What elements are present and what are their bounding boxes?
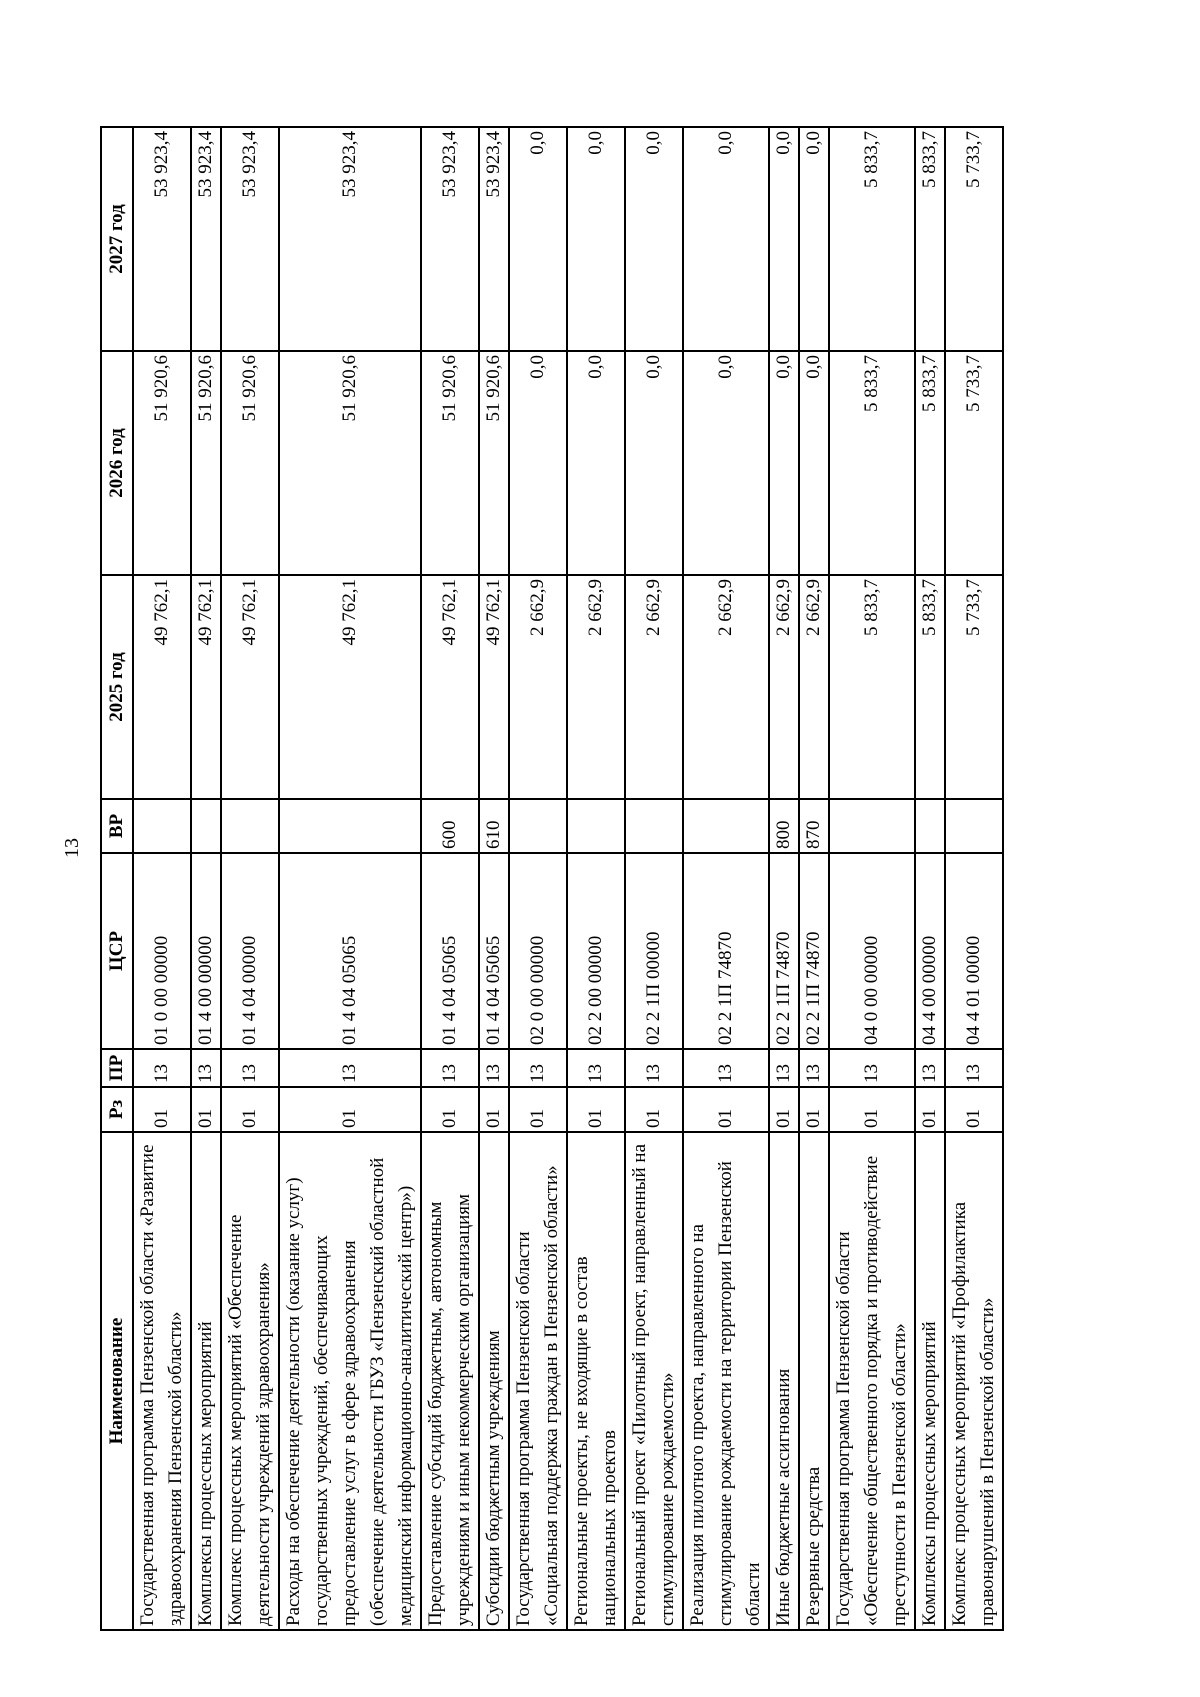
row-2026: 0,0 bbox=[799, 351, 829, 575]
row-vr: 800 bbox=[769, 799, 799, 853]
row-vr bbox=[829, 799, 915, 853]
row-rz: 01 bbox=[915, 1087, 945, 1132]
row-2027: 0,0 bbox=[567, 127, 625, 351]
row-rz: 01 bbox=[945, 1087, 1003, 1132]
table-row bbox=[915, 127, 945, 1630]
row-csr: 02 2 1П 74870 bbox=[683, 853, 769, 1049]
row-csr: 01 4 04 05065 bbox=[421, 853, 479, 1049]
row-2025: 5 733,7 bbox=[945, 575, 1003, 799]
row-2026: 5 833,7 bbox=[829, 351, 915, 575]
row-2025: 5 833,7 bbox=[829, 575, 915, 799]
row-vr bbox=[509, 799, 567, 853]
row-pr: 13 bbox=[421, 1049, 479, 1087]
row-name: Субсидии бюджетным учреждениям bbox=[479, 1132, 509, 1630]
row-pr: 13 bbox=[479, 1049, 509, 1087]
budget-table bbox=[100, 126, 1004, 1631]
row-rz: 01 bbox=[799, 1087, 829, 1132]
row-2027: 0,0 bbox=[799, 127, 829, 351]
row-2026: 5 833,7 bbox=[915, 351, 945, 575]
row-2027: 53 923,4 bbox=[221, 127, 279, 351]
row-2025: 49 762,1 bbox=[279, 575, 421, 799]
row-vr bbox=[221, 799, 279, 853]
row-name: Комплекс процессных мероприятий «Профилактика правонарушений в Пензенской области» bbox=[945, 1132, 1003, 1630]
row-vr bbox=[191, 799, 221, 853]
row-csr: 02 0 00 00000 bbox=[509, 853, 567, 1049]
row-csr: 04 0 00 00000 bbox=[829, 853, 915, 1049]
row-2026: 0,0 bbox=[509, 351, 567, 575]
row-2025: 49 762,1 bbox=[479, 575, 509, 799]
row-2027: 53 923,4 bbox=[191, 127, 221, 351]
row-rz: 01 bbox=[421, 1087, 479, 1132]
table-row bbox=[421, 127, 479, 1630]
row-rz: 01 bbox=[567, 1087, 625, 1132]
row-2026: 0,0 bbox=[625, 351, 683, 575]
row-2027: 53 923,4 bbox=[133, 127, 191, 351]
row-name: Государственная программа Пензенской области «Обеспечение общественного порядка и противодействие преступности в Пензенской области» bbox=[829, 1132, 915, 1630]
row-csr: 01 4 04 05065 bbox=[479, 853, 509, 1049]
row-2027: 0,0 bbox=[683, 127, 769, 351]
header-vr: ВР bbox=[101, 799, 133, 853]
table-row bbox=[509, 127, 567, 1630]
table-row bbox=[799, 127, 829, 1630]
header-name: Наименование bbox=[101, 1132, 133, 1630]
row-2026: 51 920,6 bbox=[221, 351, 279, 575]
row-name: Региональный проект «Пилотный проект, направленный на стимулирование рождаемости» bbox=[625, 1132, 683, 1630]
row-pr: 13 bbox=[133, 1049, 191, 1087]
row-csr: 02 2 1П 74870 bbox=[799, 853, 829, 1049]
row-2027: 5 833,7 bbox=[915, 127, 945, 351]
row-2025: 2 662,9 bbox=[683, 575, 769, 799]
row-rz: 01 bbox=[191, 1087, 221, 1132]
row-csr: 01 4 00 00000 bbox=[191, 853, 221, 1049]
row-2025: 49 762,1 bbox=[191, 575, 221, 799]
row-vr bbox=[915, 799, 945, 853]
table-row bbox=[479, 127, 509, 1630]
row-2026: 0,0 bbox=[567, 351, 625, 575]
row-2027: 5 833,7 bbox=[829, 127, 915, 351]
table-row bbox=[945, 127, 1003, 1630]
row-2027: 0,0 bbox=[509, 127, 567, 351]
row-rz: 01 bbox=[625, 1087, 683, 1132]
row-vr bbox=[567, 799, 625, 853]
header-csr: ЦСР bbox=[101, 853, 133, 1049]
row-rz: 01 bbox=[829, 1087, 915, 1132]
row-2025: 49 762,1 bbox=[133, 575, 191, 799]
row-csr: 01 4 04 00000 bbox=[221, 853, 279, 1049]
row-rz: 01 bbox=[279, 1087, 421, 1132]
row-pr: 13 bbox=[799, 1049, 829, 1087]
row-2026: 51 920,6 bbox=[421, 351, 479, 575]
table-row bbox=[683, 127, 769, 1630]
table-row bbox=[279, 127, 421, 1630]
row-name: Предоставление субсидий бюджетным, автономным учреждениям и иным некоммерческим организациям bbox=[421, 1132, 479, 1630]
row-pr: 13 bbox=[191, 1049, 221, 1087]
header-2025: 2025 год bbox=[101, 575, 133, 799]
row-name: Иные бюджетные ассигнования bbox=[769, 1132, 799, 1630]
row-rz: 01 bbox=[509, 1087, 567, 1132]
row-csr: 02 2 00 00000 bbox=[567, 853, 625, 1049]
row-pr: 13 bbox=[829, 1049, 915, 1087]
row-name: Расходы на обеспечение деятельности (оказание услуг) государственных учреждений, обеспечивающих предоставление услуг в сфере здравоохранения (обеспечение деятельности ГБУЗ «Пензенский областной медицинский информационно-аналитический центр») bbox=[279, 1132, 421, 1630]
row-vr bbox=[279, 799, 421, 853]
row-2026: 51 920,6 bbox=[133, 351, 191, 575]
row-2025: 2 662,9 bbox=[799, 575, 829, 799]
row-csr: 04 4 00 00000 bbox=[915, 853, 945, 1049]
row-pr: 13 bbox=[769, 1049, 799, 1087]
header-pr: ПР bbox=[101, 1049, 133, 1087]
row-name: Комплексы процессных мероприятий bbox=[915, 1132, 945, 1630]
row-2025: 2 662,9 bbox=[509, 575, 567, 799]
table-row bbox=[133, 127, 191, 1630]
table-row bbox=[567, 127, 625, 1630]
header-2027: 2027 год bbox=[101, 127, 133, 351]
row-2026: 51 920,6 bbox=[279, 351, 421, 575]
row-2025: 5 833,7 bbox=[915, 575, 945, 799]
row-rz: 01 bbox=[769, 1087, 799, 1132]
row-2027: 53 923,4 bbox=[479, 127, 509, 351]
row-pr: 13 bbox=[915, 1049, 945, 1087]
row-2026: 51 920,6 bbox=[479, 351, 509, 575]
row-vr: 600 bbox=[421, 799, 479, 853]
row-vr bbox=[133, 799, 191, 853]
row-2026: 5 733,7 bbox=[945, 351, 1003, 575]
header-rz: Рз bbox=[101, 1087, 133, 1132]
row-vr: 610 bbox=[479, 799, 509, 853]
row-2025: 49 762,1 bbox=[221, 575, 279, 799]
row-csr: 01 4 04 05065 bbox=[279, 853, 421, 1049]
row-vr bbox=[945, 799, 1003, 853]
row-csr: 04 4 01 00000 bbox=[945, 853, 1003, 1049]
table-body bbox=[133, 127, 1003, 1630]
page-number: 13 bbox=[61, 838, 83, 858]
row-2027: 5 733,7 bbox=[945, 127, 1003, 351]
row-2027: 0,0 bbox=[625, 127, 683, 351]
table-row bbox=[625, 127, 683, 1630]
row-2025: 49 762,1 bbox=[421, 575, 479, 799]
table-row bbox=[829, 127, 915, 1630]
row-csr: 02 2 1П 74870 bbox=[769, 853, 799, 1049]
row-2026: 51 920,6 bbox=[191, 351, 221, 575]
row-csr: 01 0 00 00000 bbox=[133, 853, 191, 1049]
row-pr: 13 bbox=[683, 1049, 769, 1087]
row-rz: 01 bbox=[221, 1087, 279, 1132]
row-pr: 13 bbox=[509, 1049, 567, 1087]
row-name: Комплекс процессных мероприятий «Обеспечение деятельности учреждений здравоохранения» bbox=[221, 1132, 279, 1630]
row-vr: 870 bbox=[799, 799, 829, 853]
row-pr: 13 bbox=[625, 1049, 683, 1087]
table-header-row bbox=[101, 127, 133, 1630]
row-2027: 53 923,4 bbox=[279, 127, 421, 351]
row-pr: 13 bbox=[567, 1049, 625, 1087]
row-vr bbox=[683, 799, 769, 853]
row-name: Государственная программа Пензенской области «Социальная поддержка граждан в Пензенской области» bbox=[509, 1132, 567, 1630]
row-rz: 01 bbox=[683, 1087, 769, 1132]
row-csr: 02 2 1П 00000 bbox=[625, 853, 683, 1049]
row-pr: 13 bbox=[279, 1049, 421, 1087]
row-2027: 0,0 bbox=[769, 127, 799, 351]
row-2026: 0,0 bbox=[683, 351, 769, 575]
row-rz: 01 bbox=[133, 1087, 191, 1132]
row-vr bbox=[625, 799, 683, 853]
row-2025: 2 662,9 bbox=[769, 575, 799, 799]
rotated-table-container bbox=[100, 128, 998, 1631]
row-2027: 53 923,4 bbox=[421, 127, 479, 351]
header-2026: 2026 год bbox=[101, 351, 133, 575]
row-name: Реализация пилотного проекта, направленного на стимулирование рождаемости на территории Пензенской области bbox=[683, 1132, 769, 1630]
row-rz: 01 bbox=[479, 1087, 509, 1132]
row-name: Комплексы процессных мероприятий bbox=[191, 1132, 221, 1630]
row-pr: 13 bbox=[221, 1049, 279, 1087]
row-name: Региональные проекты, не входящие в состав национальных проектов bbox=[567, 1132, 625, 1630]
table-row bbox=[191, 127, 221, 1630]
row-pr: 13 bbox=[945, 1049, 1003, 1087]
row-2026: 0,0 bbox=[769, 351, 799, 575]
row-2025: 2 662,9 bbox=[625, 575, 683, 799]
table-row bbox=[221, 127, 279, 1630]
row-name: Государственная программа Пензенской области «Развитие здравоохранения Пензенской области» bbox=[133, 1132, 191, 1630]
row-name: Резервные средства bbox=[799, 1132, 829, 1630]
table-row bbox=[769, 127, 799, 1630]
row-2025: 2 662,9 bbox=[567, 575, 625, 799]
